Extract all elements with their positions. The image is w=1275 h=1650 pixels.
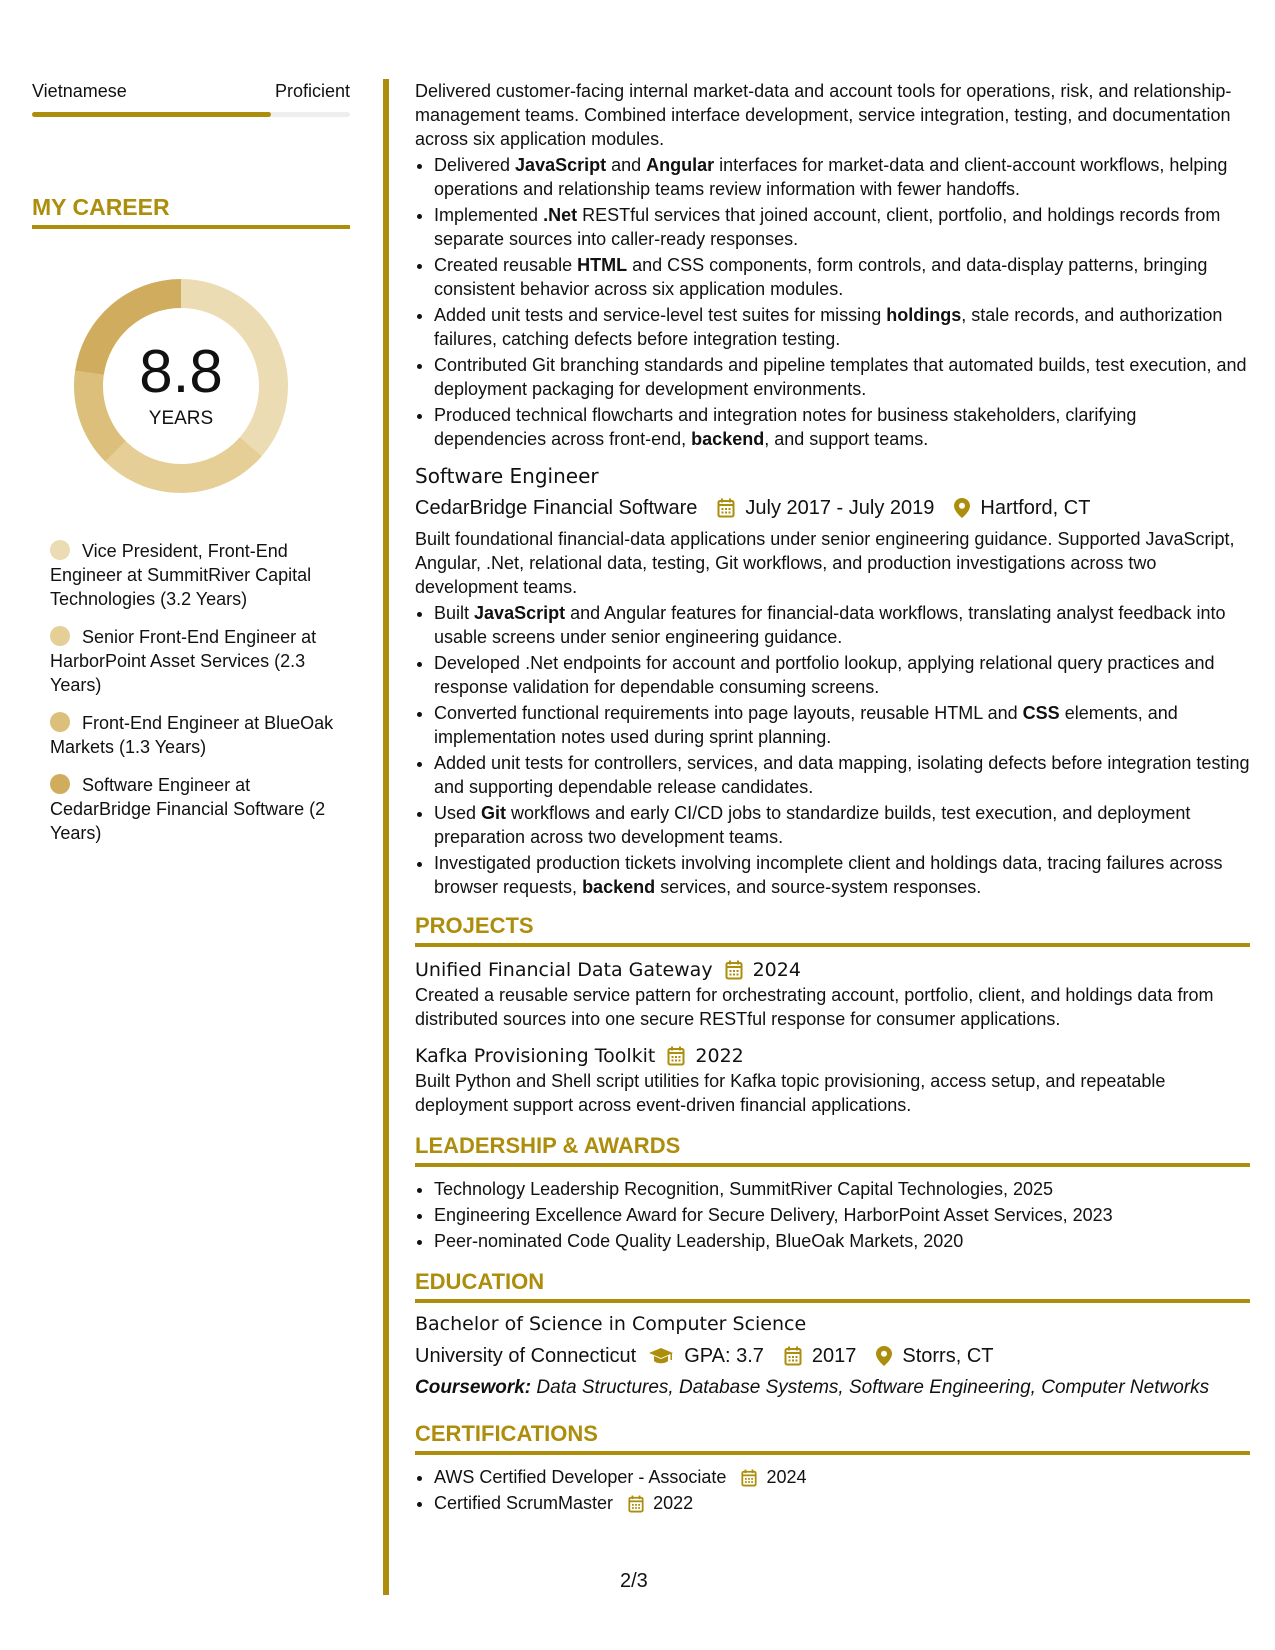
career-legend — [32, 539, 350, 845]
projects-heading: PROJECTS — [415, 913, 1250, 947]
job2-bullet: • Converted functional requirements into page layouts, reusable HTML and CSS elements, and implementation notes used during sprint planning. — [434, 701, 1250, 749]
project-year: 2024 — [752, 959, 801, 981]
education-location: Storrs, CT — [902, 1345, 994, 1367]
award-item: • Technology Leadership Recognition, SummitRiver Capital Technologies, 2025 — [434, 1177, 1250, 1201]
language-level: Proficient — [274, 81, 350, 101]
award-item: • Engineering Excellence Award for Secure Delivery, HarborPoint Asset Services, 2023 — [434, 1203, 1250, 1227]
education-year: 2017 — [811, 1345, 857, 1367]
award-item: • Peer-nominated Code Quality Leadership, BlueOak Markets, 2020 — [434, 1229, 1250, 1253]
career-legend-item: Vice President, Front-End Engineer at SummitRiver Capital Technologies (3.2 Years) — [50, 541, 312, 609]
project-description: Created a reusable service pattern for orchestrating account, portfolio, client, and holdings data from distributed sources into one secure RESTful response for consumer applications. — [415, 985, 1214, 1029]
education-gpa: GPA: 3.7 — [684, 1345, 764, 1367]
career-legend-item: Front-End Engineer at BlueOak Markets (1.3 Years) — [50, 713, 334, 757]
calendar-icon — [784, 1346, 802, 1366]
job2-bullets — [415, 601, 1250, 899]
job2-bullet: • Investigated production tickets involving incomplete client and holdings data, tracing failures across browser requests, backend services, and source-system responses. — [434, 851, 1250, 899]
job2-dates: July 2017 - July 2019 — [745, 497, 935, 519]
calendar-icon — [717, 498, 735, 518]
legend-dot-icon — [50, 626, 70, 646]
project-title: Kafka Provisioning Toolkit 2022 — [415, 1045, 744, 1067]
calendar-icon — [725, 960, 743, 980]
job2-bullet: • Used Git workflows and early CI/CD jobs to standardize builds, test execution, and deployment preparation across two development teams. — [434, 801, 1250, 849]
donut-center — [66, 271, 296, 501]
career-total-years: 8.8 — [139, 338, 223, 405]
job1-bullet: • Created reusable HTML and CSS components, form controls, and data-display patterns, bringing consistent behavior across six application modules. — [434, 253, 1250, 301]
right-column — [415, 79, 1250, 1517]
career-legend-item: Senior Front-End Engineer at HarborPoint Asset Services (2.3 Years) — [50, 627, 317, 695]
job1-bullet: • Implemented .Net RESTful services that joined account, client, portfolio, and holdings records from separate sources into caller-ready responses. — [434, 203, 1250, 251]
education-school: University of Connecticut — [415, 1345, 637, 1367]
language-level-fill — [32, 112, 271, 117]
job2-location: Hartford, CT — [980, 497, 1091, 519]
legend-dot-icon — [50, 540, 70, 560]
left-column — [32, 80, 350, 859]
education-coursework: Coursework: Data Structures, Database Systems, Software Engineering, Computer Networks — [415, 1377, 1210, 1398]
certification-item: • Certified ScrumMaster 2022 — [434, 1491, 1250, 1515]
education-heading: EDUCATION — [415, 1269, 1250, 1303]
job1-bullet: • Added unit tests and service-level test suites for missing holdings, stale records, and authorization failures, catching defects before integration testing. — [434, 303, 1250, 351]
job2-meta — [415, 495, 1250, 521]
job1-bullet: • Delivered JavaScript and Angular interfaces for market-data and client-account workflows, helping operations and relationship teams review information with fewer handoffs. — [434, 153, 1250, 201]
job1-bullet: • Produced technical flowcharts and integration notes for business stakeholders, clarifying dependencies across front-end, backend, and support teams. — [434, 403, 1250, 451]
job2-bullet: • Built JavaScript and Angular features for financial-data workflows, translating analyst feedback into usable screens under senior engineering guidance. — [434, 601, 1250, 649]
job1-bullet: • Contributed Git branching standards and pipeline templates that automated builds, test execution, and deployment packaging for development environments. — [434, 353, 1250, 401]
calendar-icon — [667, 1046, 685, 1066]
certifications-list — [415, 1465, 1250, 1515]
language-level-bar — [32, 112, 350, 117]
job2-company: CedarBridge Financial Software — [415, 497, 698, 519]
job2-summary: Built foundational financial-data applications under senior engineering guidance. Supported JavaScript, Angular, .Net, relational data, testing, Git workflows, and production investigations across two development teams. — [415, 529, 1235, 597]
legend-dot-icon — [50, 774, 70, 794]
calendar-icon — [741, 1469, 757, 1487]
location-pin-icon — [876, 1346, 892, 1366]
awards-heading: LEADERSHIP & AWARDS — [415, 1133, 1250, 1167]
education-meta — [415, 1343, 1250, 1369]
awards-list — [415, 1177, 1250, 1253]
language-row — [32, 80, 350, 102]
job2-bullet: • Developed .Net endpoints for account and portfolio lookup, applying relational query practices and response validation for dependable consuming screens. — [434, 651, 1250, 699]
career-heading: MY CAREER — [32, 193, 350, 229]
certifications-heading: CERTIFICATIONS — [415, 1421, 1250, 1455]
page-number: 2/3 — [620, 1570, 648, 1592]
project-description: Built Python and Shell script utilities for Kafka topic provisioning, access setup, and repeatable deployment support across event-driven financial applications. — [415, 1071, 1166, 1115]
calendar-icon — [628, 1495, 644, 1513]
career-donut-chart — [66, 271, 296, 501]
language-name: Vietnamese — [32, 81, 127, 101]
education-degree: Bachelor of Science in Computer Science — [415, 1313, 807, 1335]
graduation-cap-icon — [648, 1347, 674, 1365]
career-total-unit: YEARS — [148, 408, 214, 429]
column-divider — [383, 79, 389, 1595]
job1-summary: Delivered customer-facing internal market-data and account tools for operations, risk, and relationship-management teams. Combined interface development, service integration, testing, and documentation across six application modules. — [415, 81, 1232, 149]
career-legend-item: Software Engineer at CedarBridge Financial Software (2 Years) — [50, 775, 326, 843]
job1-bullets — [415, 153, 1250, 451]
legend-dot-icon — [50, 712, 70, 732]
job2-title: Software Engineer — [415, 464, 599, 488]
certification-item: • AWS Certified Developer - Associate 2024 — [434, 1465, 1250, 1489]
project-year: 2022 — [695, 1045, 744, 1067]
job2-bullet: • Added unit tests for controllers, services, and data mapping, isolating defects before integration testing and supporting dependable release candidates. — [434, 751, 1250, 799]
project-title: Unified Financial Data Gateway 2024 — [415, 959, 801, 981]
location-pin-icon — [954, 498, 970, 518]
